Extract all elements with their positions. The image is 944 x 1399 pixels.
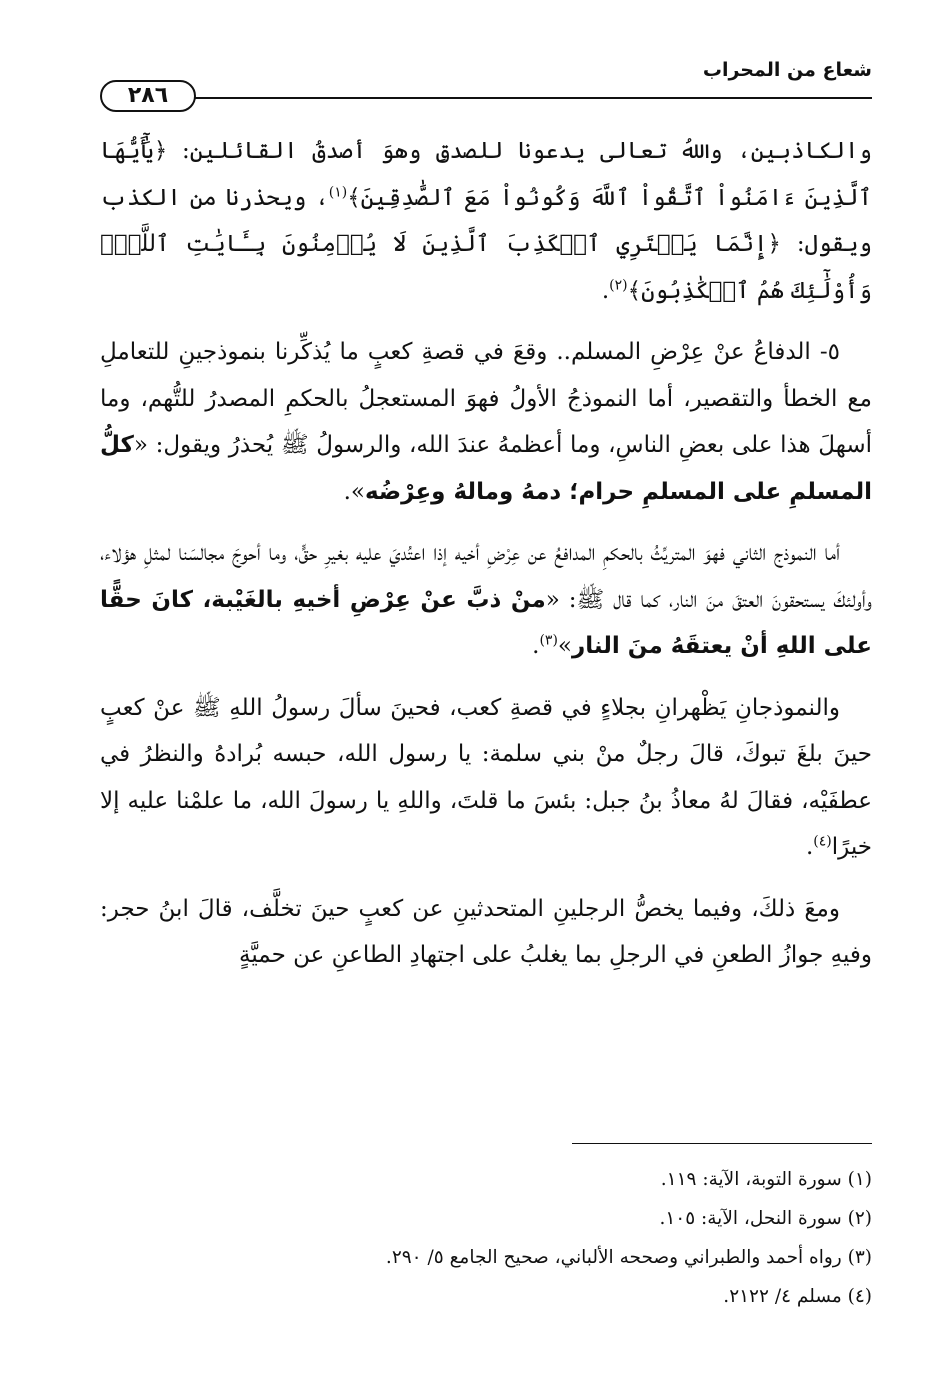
hadith-quote: منْ ذبَّ عنْ عِرْضِ أخيهِ بالغَيْبة، كانَ حقًّا على اللهِ أنْ يعتقَهُ منَ النار bbox=[100, 586, 872, 659]
quran-verse: ﴿إِنَّمَا يَفۡتَرِي ٱلۡكَذِبَ ٱلَّذِينَ لَا يُؤۡمِنُونَ بِـَٔايَٰتِ ٱللَّهِۖ وَأُوْلَٰٓئِكَ هُمُ ٱلۡكَٰذِبُونَ﴾ bbox=[100, 231, 872, 304]
paragraph-text: ومعَ ذلكَ، وفيما يخصُّ الرجلينِ المتحدثينِ عن كعبٍ حينَ تخلَّف، قالَ ابنُ حجر: وفيهِ جوازُ الطعنِ في الرجلِ بما يغلبُ على اجتهادِ الطاعنِ عن حميَّةٍ bbox=[100, 895, 872, 968]
footnote-1: (١) سورة التوبة، الآية: ١١٩. bbox=[660, 1169, 872, 1190]
footnote-ref-4: (٤) bbox=[813, 833, 832, 850]
footnote-rule bbox=[572, 1143, 872, 1144]
page-number: ٢٨٦ bbox=[100, 80, 196, 112]
paragraph-text: والنموذجانِ يَظْهرانِ بجلاءٍ في قصةِ كعب، فحينَ سألَ رسولُ اللهِ ﷺ عنْ كعبٍ حينَ بلغَ تبوكَ، قالَ رجلٌ منْ بني سلمة: يا رسول الله، حبسه بُرادهُ والنظرُ في عطفَيْه، فقالَ لهُ معاذُ بنُ جبل: بئسَ ما قلتَ، واللهِ يا رسولَ الله، ما علمْنا عليه إلا خيرًا bbox=[100, 694, 872, 860]
footnote-4: (٤) مسلم ٤/ ٢١٢٢. bbox=[723, 1286, 872, 1307]
paragraph-3 bbox=[100, 530, 872, 670]
paragraph-5 bbox=[100, 886, 872, 979]
paragraph-text: ». bbox=[343, 478, 365, 505]
running-header-title: شعاع من المحراب bbox=[702, 59, 872, 81]
paragraph-text: . bbox=[805, 834, 814, 860]
paragraph-text: ، ويحذرنا من الكذب ويقول: bbox=[100, 184, 872, 257]
paragraph-4 bbox=[100, 685, 872, 871]
footnote-ref-3: (٣) bbox=[539, 632, 558, 649]
footnotes bbox=[100, 1160, 872, 1316]
paragraph-text: أما النموذج الثاني فهوَ المتريِّثُ بالحكمِ المدافعُ عن عِرْضِ أخيه إذا اعتُديَ عليه بغيرِ حقٍّ، وما أحوجَ مجالسَنا لمثلِ هؤلاء، وأولئكَ يستحقونَ العتقَ منَ النار، كما قال ﷺ: « bbox=[100, 540, 872, 613]
paragraph-text: . bbox=[601, 277, 610, 304]
hadith-quote: كلُّ المسلمِ على المسلمِ حرام؛ دمهُ ومالهُ وعِرْضُه bbox=[100, 432, 872, 505]
footnote-3: (٣) رواه أحمد والطبراني وصححه الألباني، صحيح الجامع ٥/ ٢٩٠. bbox=[385, 1247, 872, 1268]
footnote-ref-1: (١) bbox=[328, 183, 348, 200]
footnote-2: (٢) سورة النحل، الآية: ١٠٥. bbox=[659, 1208, 872, 1229]
paragraph-text: والكاذبين، واللهُ تعالى يدعونا للصدقِ وهوَ أصدقُ القائلين: bbox=[167, 138, 872, 164]
header-rule bbox=[104, 97, 872, 99]
footnote-ref-2: (٢) bbox=[609, 276, 628, 293]
quran-verse: ﴿يَٰٓأَيُّهَا ٱلَّذِينَ ءَامَنُواْ ٱتَّقُواْ ٱللَّهَ وَكُونُواْ مَعَ ٱلصَّٰدِقِينَ﴾ bbox=[100, 138, 872, 211]
paragraph-1 bbox=[100, 128, 872, 314]
paragraph-2 bbox=[100, 329, 872, 515]
paragraph-text: » bbox=[557, 633, 572, 659]
paragraph-text: . bbox=[532, 633, 540, 659]
paragraph-text: ٥- الدفاعُ عنْ عِرْضِ المسلم.. وقعَ في قصةِ كعبٍ ما يُذكِّرنا بنموذجينِ للتعاملِ مع الخطأ والتقصير، أما النموذجُ الأولُ فهوَ المستعجلُ بالحكمِ المصدرُ للتُّهم، وما أسهلَ هذا على بعضِ الناسِ، وما أعظمهُ عندَ الله، والرسولُ ﷺ يُحذرُ ويقول: « bbox=[100, 339, 872, 458]
body-text bbox=[100, 128, 872, 994]
